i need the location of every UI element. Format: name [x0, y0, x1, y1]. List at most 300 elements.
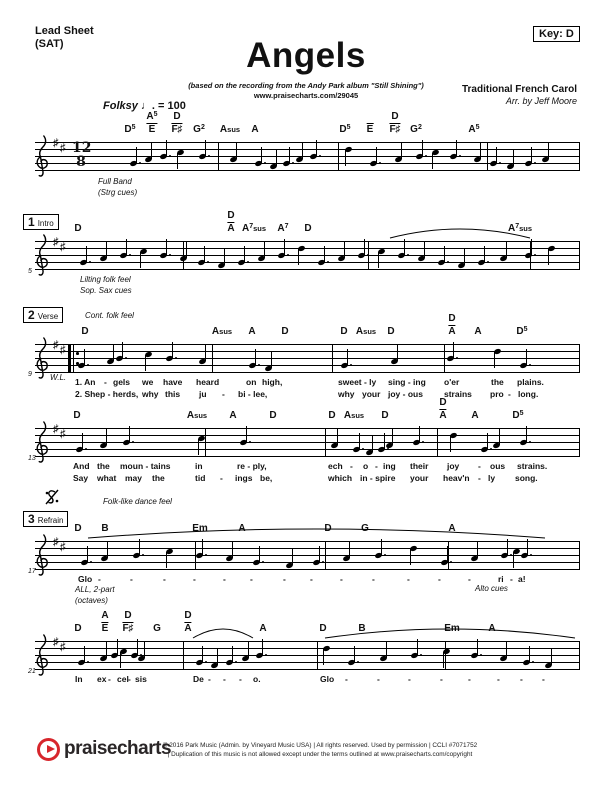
augmentation-dot — [262, 561, 264, 563]
note-stem — [202, 539, 203, 555]
note-stem — [548, 143, 549, 159]
note-stem — [372, 436, 373, 452]
chord-symbol: $D^5$ — [124, 123, 136, 135]
augmentation-dot — [264, 162, 266, 164]
note-stem — [376, 147, 377, 163]
chord-symbol: A — [474, 325, 482, 337]
lyric-syllable: ri — [498, 574, 504, 584]
augmentation-dot — [420, 654, 422, 656]
note-stem — [506, 242, 507, 258]
chord-symbol: D A — [227, 210, 235, 234]
staff-line — [35, 372, 580, 373]
note-stem — [87, 546, 88, 562]
note-stem — [204, 246, 205, 262]
lyric-syllable: the — [97, 461, 110, 471]
augmentation-dot — [207, 261, 209, 263]
lyric-syllable: 1. An — [75, 377, 96, 387]
augmentation-dot — [529, 441, 531, 443]
lyric-syllable: - — [438, 574, 441, 584]
note-stem — [137, 639, 138, 655]
note-stem — [289, 147, 290, 163]
note-stem — [232, 646, 233, 662]
note-stem — [496, 147, 497, 163]
augmentation-dot — [169, 155, 171, 157]
chord-symbol: D — [281, 325, 289, 337]
note-stem — [381, 539, 382, 555]
note-stem — [347, 349, 348, 365]
note-stem — [166, 239, 167, 255]
lyric-syllable: which — [328, 473, 353, 483]
direction-text: Sop. Sax cues — [80, 286, 132, 295]
note-stem — [397, 345, 398, 361]
note-stem — [378, 252, 379, 268]
augmentation-dot — [534, 162, 536, 164]
lyric-syllable: your — [362, 389, 381, 399]
augmentation-dot — [407, 254, 409, 256]
lyric-syllable: high, — [262, 377, 283, 387]
augmentation-dot — [532, 661, 534, 663]
lyric-syllable: - — [130, 574, 133, 584]
lyric-syllable: And — [73, 461, 90, 471]
lyric-syllable: bi - lee, — [238, 389, 268, 399]
augmentation-dot — [322, 561, 324, 563]
lyric-syllable: De — [193, 674, 204, 684]
augmentation-dot — [450, 561, 452, 563]
lyric-syllable: heav'n — [443, 473, 470, 483]
repeat-start-barline — [68, 344, 78, 373]
sharp-icon: ♯ — [53, 236, 59, 248]
note-stem — [126, 239, 127, 255]
barline — [325, 541, 326, 570]
lyric-syllable: be, — [260, 473, 273, 483]
augmentation-dot — [534, 254, 536, 256]
lyric-syllable: - — [408, 674, 411, 684]
lyric-syllable: joy — [447, 461, 460, 471]
staff-line — [35, 156, 580, 157]
note-stem — [319, 546, 320, 562]
chord-symbol: A — [488, 622, 496, 634]
note-stem — [364, 239, 365, 255]
lyric-syllable: this — [165, 389, 181, 399]
note-stem — [122, 342, 123, 358]
measure-number: 5 — [28, 268, 32, 275]
chord-symbol: D — [81, 325, 89, 337]
augmentation-dot — [132, 441, 134, 443]
chord-symbol: D — [324, 522, 332, 534]
augmentation-dot — [447, 261, 449, 263]
end-barline — [579, 344, 580, 373]
note-stem — [107, 542, 108, 558]
lyric-syllable: pro — [490, 389, 504, 399]
music-system-1 — [20, 97, 595, 205]
direction-text: (Strg cues) — [98, 188, 138, 197]
augmentation-dot — [487, 261, 489, 263]
music-system-4 — [20, 383, 595, 491]
direction-text: (octaves) — [75, 596, 108, 605]
sharp-icon: ♯ — [53, 137, 59, 149]
lyric-syllable: a! — [518, 574, 526, 584]
staff-line — [35, 365, 580, 366]
direction-text: Full Band — [98, 177, 132, 186]
chord-symbol: A — [251, 123, 259, 135]
chord-symbol: D F♯ — [389, 111, 401, 135]
copyright-notice — [150, 741, 490, 759]
lyric-syllable: - — [283, 574, 286, 584]
note-stem — [456, 140, 457, 156]
note-stem — [477, 639, 478, 655]
note-stem — [186, 242, 187, 258]
time-signature-denominator: 8 — [76, 154, 86, 170]
note-stem — [424, 242, 425, 258]
note-stem — [136, 147, 137, 163]
rehearsal-label: Intro — [37, 219, 54, 228]
music-system-2 — [20, 196, 595, 304]
augmentation-dot — [490, 448, 492, 450]
note-stem — [464, 249, 465, 265]
lyric-syllable: - — [520, 674, 523, 684]
sharp-icon: ♯ — [60, 641, 66, 653]
augmentation-dot — [265, 654, 267, 656]
note-stem — [507, 539, 508, 555]
lyric-syllable: - — [542, 674, 545, 684]
lyric-syllable: gels — [113, 377, 131, 387]
note-stem — [513, 150, 514, 166]
augmentation-dot — [319, 155, 321, 157]
note-stem — [144, 642, 145, 658]
chord-symbol: D — [340, 325, 348, 337]
sheet-type-line2: (SAT) — [35, 38, 64, 50]
barline — [437, 428, 438, 457]
chord-symbol: D F♯ — [171, 111, 183, 135]
note-stem — [284, 239, 285, 255]
note-stem — [140, 252, 141, 268]
lyric-syllable: tid — [195, 473, 206, 483]
note-stem — [419, 426, 420, 442]
chord-symbol: A — [248, 325, 256, 337]
lyric-syllable: - — [223, 574, 226, 584]
note-stem — [531, 239, 532, 255]
augmentation-dot — [456, 357, 458, 359]
chord-symbol: Asus — [355, 325, 377, 337]
lyric-syllable: - — [108, 674, 111, 684]
chord-symbol: D — [269, 409, 277, 421]
lyric-syllable: o — [363, 461, 369, 471]
note-stem — [316, 140, 317, 156]
note-stem — [271, 352, 272, 368]
chord-symbol: G — [153, 622, 161, 634]
lyric-syllable: on — [246, 377, 257, 387]
measure-number: 21 — [28, 668, 36, 675]
staff-line — [35, 669, 580, 670]
lyric-syllable: strains. — [517, 461, 548, 471]
note-stem — [117, 639, 118, 655]
lyric-syllable: - — [375, 461, 378, 471]
lyric-syllable: - — [468, 574, 471, 584]
measure-number: 9 — [28, 371, 32, 378]
note-stem — [359, 433, 360, 449]
note-stem — [450, 436, 451, 452]
composer-credit: Traditional French Carol — [461, 84, 577, 95]
chord-symbol: A — [229, 409, 237, 421]
lyric-syllable: - — [478, 461, 481, 471]
note-stem — [526, 349, 527, 365]
lyric-syllable: - — [497, 674, 500, 684]
copyright-line2: | Duplication of this music is not allowed except under the terms outlined at www.praisecharts.com/copyright — [167, 751, 473, 758]
note-stem — [198, 439, 199, 455]
lyric-syllable: In — [75, 674, 83, 684]
end-barline — [579, 541, 580, 570]
lyric-syllable: - — [440, 674, 443, 684]
note-stem — [526, 426, 527, 442]
chord-symbol: D — [74, 222, 82, 234]
note-stem — [84, 349, 85, 365]
note-stem — [548, 249, 549, 265]
augmentation-dot — [287, 254, 289, 256]
staff-line — [35, 662, 580, 663]
note-stem — [202, 646, 203, 662]
chord-symbol: D — [304, 222, 312, 234]
chord-symbol: A — [259, 622, 267, 634]
barline — [445, 641, 446, 670]
augmentation-dot — [529, 364, 531, 366]
lyric-syllable: cel — [117, 674, 129, 684]
note-stem — [401, 143, 402, 159]
augmentation-dot — [367, 254, 369, 256]
chord-symbol: B — [358, 622, 366, 634]
tempo-style-word: Folksy — [103, 100, 138, 112]
lyric-syllable: - — [377, 674, 380, 684]
chord-symbol: Em — [192, 522, 208, 534]
lyric-syllable: long. — [518, 389, 539, 399]
end-barline — [579, 641, 580, 670]
slur — [35, 218, 580, 240]
note-stem — [292, 549, 293, 565]
note-stem — [84, 646, 85, 662]
chord-symbol: $A^5$ — [468, 123, 480, 135]
lyric-syllable: - — [220, 473, 223, 483]
note-stem — [386, 642, 387, 658]
chord-symbol: $G^2$ — [410, 123, 422, 135]
lyric-syllable: plains. — [517, 377, 544, 387]
chord-symbol: Asus — [343, 409, 365, 421]
lyric-syllable: why — [338, 389, 355, 399]
praisecharts-logo-icon — [37, 738, 60, 761]
note-stem — [246, 426, 247, 442]
note-stem — [82, 433, 83, 449]
barline — [212, 344, 213, 373]
note-stem — [151, 143, 152, 159]
chord-symbol: D A — [184, 610, 192, 634]
barline — [325, 428, 326, 457]
direction-text: Folk-like dance feel — [103, 497, 172, 506]
staff-line — [35, 255, 580, 256]
chord-symbol: $D^5$ — [512, 409, 524, 421]
augmentation-dot — [459, 155, 461, 157]
copyright-line1: © 2016 Park Music (Admin. by Vineyard Music USA) | All rights reserved. Used by permission | CCLI #7071752 — [162, 742, 478, 749]
lyric-syllable: sis — [135, 674, 147, 684]
chord-symbol: D A — [439, 397, 447, 421]
chord-symbol: $A^5$ E — [146, 111, 158, 135]
staff-line — [35, 262, 580, 263]
barline — [218, 142, 219, 171]
note-stem — [323, 649, 324, 665]
time-signature-numerator: 12 — [72, 140, 92, 156]
augmentation-dot — [87, 661, 89, 663]
lyric-syllable: - — [510, 574, 513, 584]
note-stem — [422, 140, 423, 156]
treble-clef-icon — [34, 417, 52, 472]
lyric-syllable: o. — [253, 674, 261, 684]
lyric-syllable: - — [104, 377, 107, 387]
augmentation-dot — [379, 162, 381, 164]
chord-symbol: $A^7$ — [277, 222, 289, 234]
sharp-icon: ♯ — [60, 428, 66, 440]
direction-text: Cont. folk feel — [85, 311, 134, 320]
note-stem — [417, 639, 418, 655]
direction-text: Lilting folk feel — [80, 275, 131, 284]
chord-symbol: B — [101, 522, 109, 534]
staff-line — [35, 149, 580, 150]
staff-line — [35, 248, 580, 249]
lyric-syllable: - — [128, 674, 131, 684]
note-stem — [494, 352, 495, 368]
lyric-syllable: - — [222, 389, 225, 399]
note-stem — [392, 429, 393, 445]
note-stem — [506, 642, 507, 658]
lyric-syllable: what — [97, 473, 117, 483]
lyric-syllable: - — [250, 574, 253, 584]
direction-text: ALL, 2-part — [75, 585, 115, 594]
chord-symbol: D A — [448, 313, 456, 337]
sharp-icon: ♯ — [60, 241, 66, 253]
chord-symbol: Asus — [219, 123, 241, 135]
chord-symbol: D — [328, 409, 336, 421]
note-stem — [259, 546, 260, 562]
note-stem — [106, 242, 107, 258]
lyric-syllable: heard — [196, 377, 220, 387]
chord-symbol: A — [238, 522, 246, 534]
rehearsal-number: 2 — [28, 308, 35, 322]
chord-symbol: $A^7sus$ — [241, 222, 267, 234]
chord-symbol: $G^2$ — [193, 123, 205, 135]
note-stem — [264, 242, 265, 258]
note-stem — [410, 549, 411, 565]
sharp-icon: ♯ — [53, 536, 59, 548]
note-stem — [337, 429, 338, 445]
note-stem — [302, 143, 303, 159]
segno-icon — [44, 488, 60, 511]
barline — [332, 344, 333, 373]
chord-symbol: Asus — [186, 409, 208, 421]
note-stem — [551, 649, 552, 665]
sharp-icon: ♯ — [60, 142, 66, 154]
note-stem — [262, 639, 263, 655]
staff-line — [35, 555, 580, 556]
lyric-syllable: sing - ing — [388, 377, 426, 387]
lyric-syllable: sweet - ly — [338, 377, 377, 387]
note-stem — [349, 542, 350, 558]
end-barline — [579, 428, 580, 457]
chord-symbol: D — [74, 522, 82, 534]
lyric-syllable: Glo — [78, 574, 93, 584]
dotted-quarter-note-icon: ♩. — [140, 100, 155, 112]
note-stem — [477, 542, 478, 558]
sharp-icon: ♯ — [53, 339, 59, 351]
note-stem — [432, 153, 433, 169]
lyric-syllable: ing — [383, 461, 396, 471]
note-stem — [255, 349, 256, 365]
augmentation-dot — [510, 554, 512, 556]
note-stem — [298, 249, 299, 265]
staff-line — [35, 569, 580, 570]
end-barline — [579, 142, 580, 171]
arranger-credit: Arr. by Jeff Moore — [505, 96, 577, 106]
note-stem — [113, 345, 114, 361]
augmentation-dot — [87, 364, 89, 366]
note-stem — [499, 429, 500, 445]
augmentation-dot — [205, 661, 207, 663]
lyric-syllable: - — [350, 461, 353, 471]
lyric-syllable: Glo — [320, 674, 335, 684]
lyric-syllable: may — [125, 473, 143, 483]
chord-symbol: D — [74, 622, 82, 634]
song-title: Angels — [246, 36, 366, 75]
chord-symbol: D — [319, 622, 327, 634]
chord-symbol: D F♯ — [122, 610, 134, 634]
lyric-syllable: your — [410, 473, 429, 483]
chord-symbol: E — [366, 123, 374, 135]
note-stem — [276, 150, 277, 166]
note-stem — [177, 153, 178, 169]
lyric-syllable: - — [508, 389, 511, 399]
lyric-syllable: moun - tains — [120, 461, 171, 471]
direction-text: W.L. — [50, 373, 67, 382]
lyric-syllable: why — [142, 389, 159, 399]
chord-symbol: A — [448, 522, 456, 534]
lyric-syllable: strains — [444, 389, 472, 399]
note-stem — [324, 246, 325, 262]
praisecharts-logo-text: praisecharts — [64, 738, 172, 759]
lyric-syllable: 2. Shep - herds, — [75, 389, 139, 399]
lyric-syllable: - — [163, 574, 166, 584]
note-stem — [354, 646, 355, 662]
chord-symbol: $D^5$ — [516, 325, 528, 337]
note-stem — [166, 552, 167, 568]
augmentation-dot — [169, 254, 171, 256]
staff-line — [35, 541, 580, 542]
lyric-syllable: - — [468, 674, 471, 684]
staff-line — [35, 344, 580, 345]
note-stem — [224, 249, 225, 265]
staff-line — [35, 241, 580, 242]
lyric-syllable: - — [345, 674, 348, 684]
rehearsal-label: Verse — [37, 312, 59, 321]
lyric-syllable: ly — [488, 473, 496, 483]
note-stem — [106, 642, 107, 658]
note-stem — [106, 429, 107, 445]
note-stem — [345, 150, 346, 166]
note-stem — [384, 433, 385, 449]
lyric-syllable: ex — [97, 674, 107, 684]
augmentation-dot — [235, 661, 237, 663]
note-stem — [244, 246, 245, 262]
music-system-5 — [20, 496, 595, 604]
key-signature-badge: Key: D — [533, 26, 580, 42]
chord-symbol: Asus — [211, 325, 233, 337]
augmentation-dot — [292, 162, 294, 164]
lyric-syllable: have — [163, 377, 183, 387]
praisecharts-url: www.praisecharts.com/29045 — [253, 91, 359, 100]
